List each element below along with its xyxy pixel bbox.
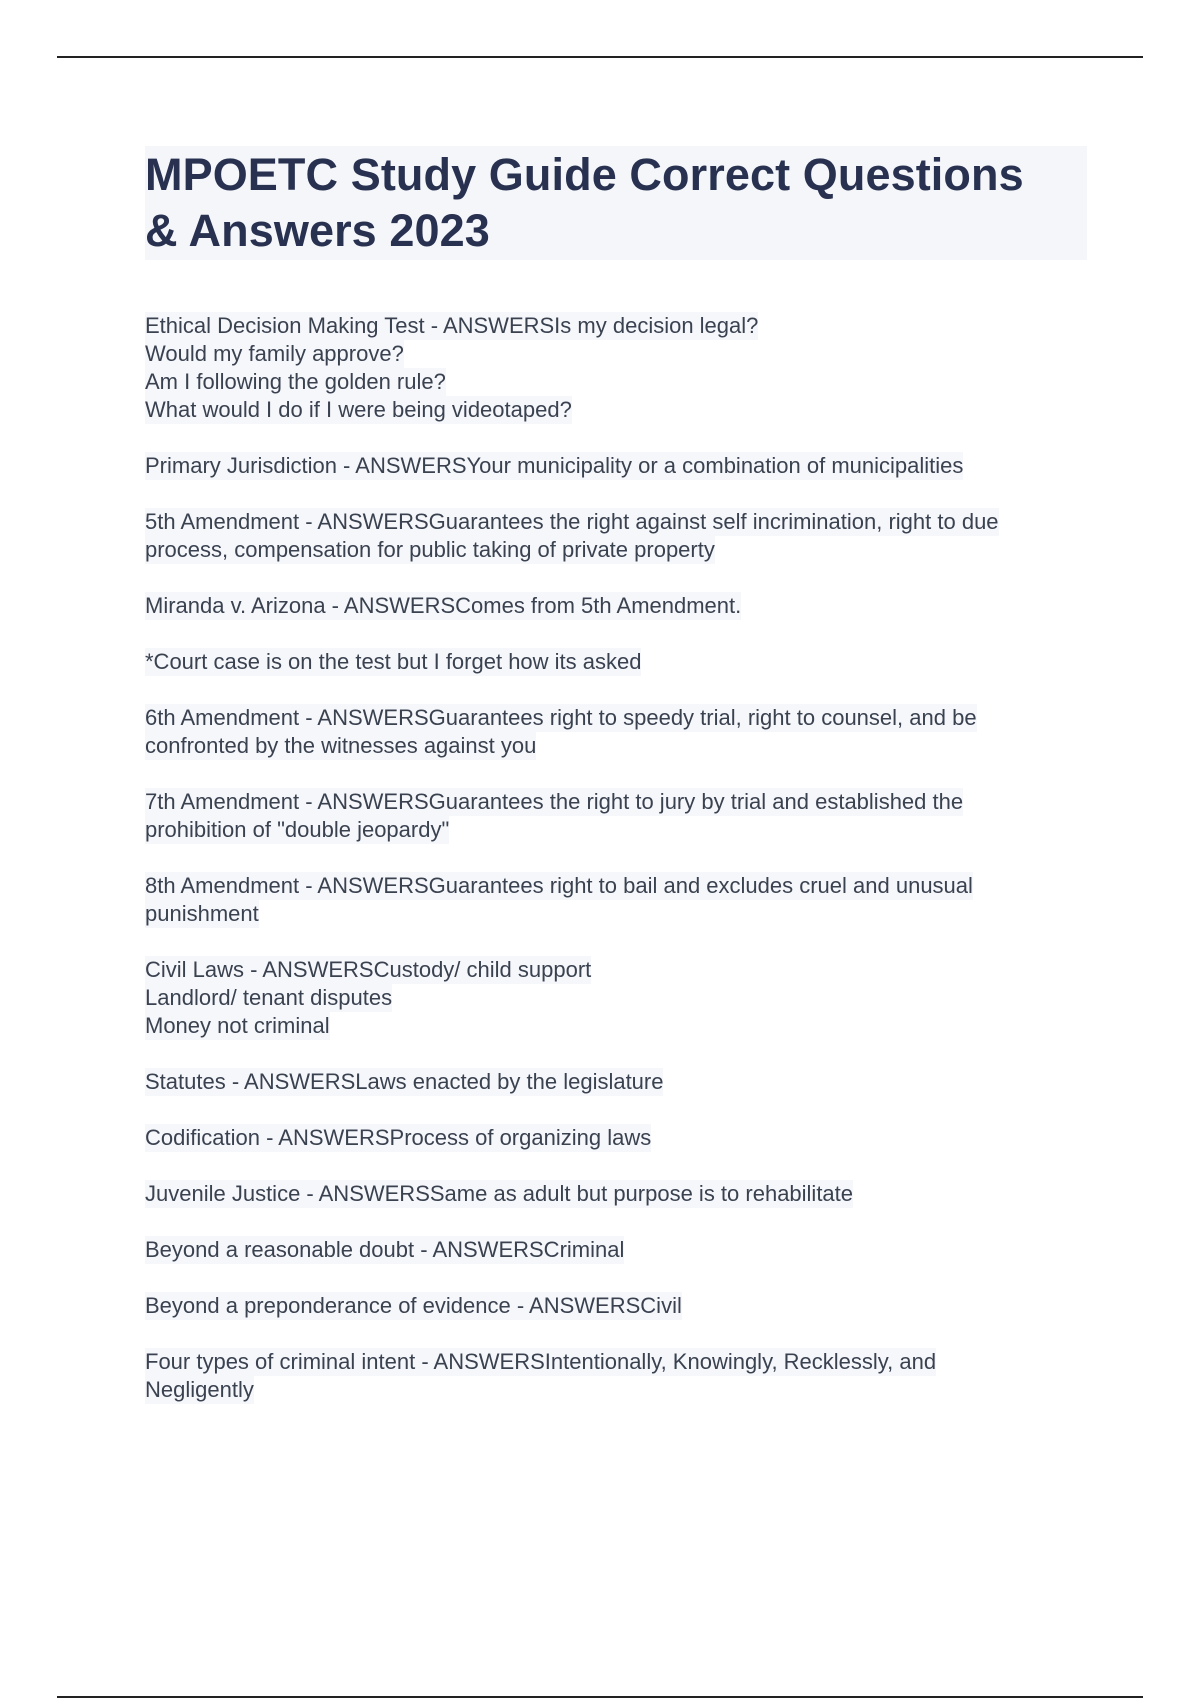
qa-item (145, 452, 1095, 480)
qa-item (145, 788, 1095, 844)
qa-item (145, 508, 1095, 564)
qa-item (145, 1348, 1095, 1404)
qa-line: Negligently (145, 1377, 254, 1402)
qa-line: 6th Amendment - ANSWERSGuarantees right to speedy trial, right to counsel, and be (145, 705, 977, 730)
qa-item (145, 1068, 1095, 1096)
qa-line: punishment (145, 901, 259, 926)
qa-note (145, 648, 1095, 676)
qa-line: Would my family approve? (145, 341, 404, 366)
qa-item (145, 592, 1095, 620)
title-line-1: MPOETC Study Guide Correct Questions (145, 149, 1024, 200)
qa-line: 8th Amendment - ANSWERSGuarantees right to bail and excludes cruel and unusual (145, 873, 973, 898)
qa-item (145, 704, 1095, 760)
qa-line: 5th Amendment - ANSWERSGuarantees the right against self incrimination, right to due (145, 509, 999, 534)
page-title (145, 146, 1087, 260)
qa-line: Ethical Decision Making Test - ANSWERSIs my decision legal? (145, 313, 759, 338)
top-rule (57, 56, 1143, 58)
qa-line: Miranda v. Arizona - ANSWERSComes from 5th Amendment. (145, 593, 742, 618)
qa-line: prohibition of "double jeopardy" (145, 817, 450, 842)
qa-line: Landlord/ tenant disputes (145, 985, 393, 1010)
qa-line: Beyond a reasonable doubt - ANSWERSCriminal (145, 1237, 625, 1262)
qa-list (145, 312, 1095, 1432)
qa-line: Four types of criminal intent - ANSWERSIntentionally, Knowingly, Recklessly, and (145, 1349, 937, 1374)
qa-line: What would I do if I were being videotaped? (145, 397, 572, 422)
title-block (145, 146, 1087, 260)
qa-item (145, 312, 1095, 424)
qa-item (145, 1180, 1095, 1208)
qa-item (145, 1292, 1095, 1320)
qa-line: Beyond a preponderance of evidence - ANSWERSCivil (145, 1293, 682, 1318)
qa-line: Primary Jurisdiction - ANSWERSYour municipality or a combination of municipalities (145, 453, 964, 478)
qa-line: Civil Laws - ANSWERSCustody/ child support (145, 957, 592, 982)
qa-line: Statutes - ANSWERSLaws enacted by the legislature (145, 1069, 664, 1094)
qa-item (145, 872, 1095, 928)
qa-line: *Court case is on the test but I forget how its asked (145, 649, 642, 674)
qa-line: Am I following the golden rule? (145, 369, 446, 394)
qa-line: 7th Amendment - ANSWERSGuarantees the right to jury by trial and established the (145, 789, 964, 814)
qa-line: Codification - ANSWERSProcess of organizing laws (145, 1125, 652, 1150)
qa-item (145, 956, 1095, 1040)
qa-line: Money not criminal (145, 1013, 330, 1038)
qa-item (145, 1124, 1095, 1152)
qa-line: confronted by the witnesses against you (145, 733, 537, 758)
qa-item (145, 1236, 1095, 1264)
title-line-2: & Answers 2023 (145, 205, 490, 256)
qa-line: Juvenile Justice - ANSWERSSame as adult but purpose is to rehabilitate (145, 1181, 854, 1206)
bottom-rule (57, 1696, 1143, 1698)
qa-line: process, compensation for public taking of private property (145, 537, 715, 562)
